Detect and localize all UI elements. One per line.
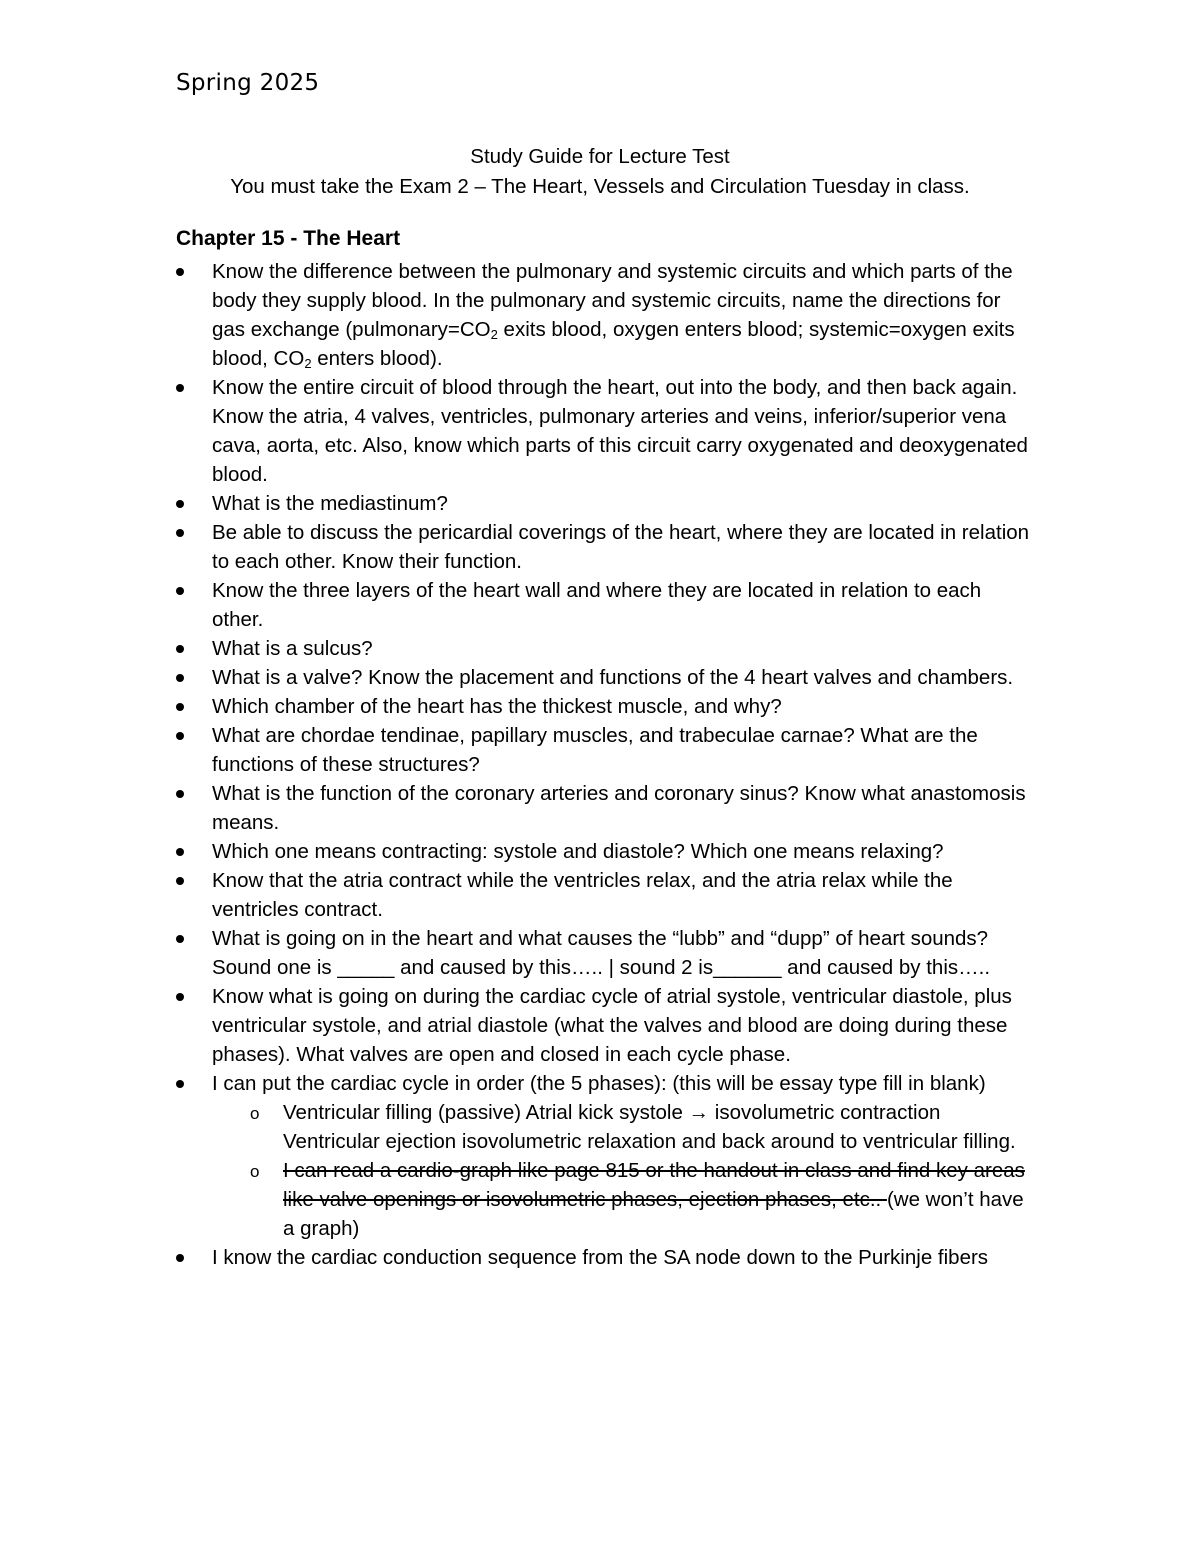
bullet-icon: [176, 645, 184, 653]
item-text-part: exits blood, oxygen enters blood; systemic=oxygen exits blood, CO: [212, 318, 1015, 370]
item-text: What is a valve? Know the placement and functions of the 4 heart valves and chambers.: [212, 666, 1014, 689]
list-item: [176, 982, 1036, 1069]
bullet-icon: [176, 732, 184, 740]
item-text: What are chordae tendinae, papillary muscles, and trabeculae carnae? What are the functions of these structures?: [212, 724, 978, 776]
item-text: What is the mediastinum?: [212, 492, 448, 515]
item-text: Know what is going on during the cardiac cycle of atrial systole, ventricular diastole, plus ventricular systole, and atrial diastole (what the valves and blood are doing during these phases). What valves are open and closed in each cycle phase.: [212, 985, 1012, 1066]
bullet-icon: [176, 384, 184, 392]
item-text: Know that the atria contract while the ventricles relax, and the atria relax while the ventricles contract.: [212, 869, 953, 921]
subscript: 2: [304, 356, 312, 371]
bullet-list: [176, 257, 1036, 1272]
list-item: [176, 373, 1036, 489]
bullet-icon: [176, 268, 184, 276]
bullet-icon: [176, 674, 184, 682]
semester-label: Spring 2025: [176, 70, 320, 96]
list-item: [176, 837, 1036, 866]
document-title: Study Guide for Lecture Test: [470, 145, 730, 168]
list-item: [176, 779, 1036, 837]
bullet-icon: [176, 1254, 184, 1262]
chapter-heading: Chapter 15 - The Heart: [176, 227, 401, 250]
sub-list-item: [212, 1098, 1036, 1156]
bullet-icon: [176, 529, 184, 537]
bullet-icon: [176, 703, 184, 711]
list-item: [176, 257, 1036, 373]
item-text-part: Know the difference between the pulmonary and systemic circuits and which parts of the body they supply blood. In the pulmonary and systemic circuits, name the directions for gas exchange (pulmonary=CO: [212, 260, 1013, 341]
list-item: [176, 1069, 1036, 1243]
item-text: What is a sulcus?: [212, 637, 373, 660]
struck-through-text: I can read a cardio-graph like page 815 or the handout in class and find key areas like valve openings or isovolumetric phases, ejection phases, etc..: [283, 1159, 1025, 1211]
title-block: [0, 142, 1200, 202]
item-text: I can put the cardiac cycle in order (the 5 phases): (this will be essay type fill in blank): [212, 1072, 986, 1095]
item-text: Which chamber of the heart has the thickest muscle, and why?: [212, 695, 782, 718]
list-item: [176, 634, 1036, 663]
bullet-icon: [176, 993, 184, 1001]
item-text: I know the cardiac conduction sequence from the SA node down to the Purkinje fibers: [212, 1246, 989, 1269]
bullet-icon: [176, 587, 184, 595]
bullet-icon: [176, 848, 184, 856]
list-item: [176, 576, 1036, 634]
list-item: [176, 924, 1036, 982]
item-text-part: enters blood).: [311, 347, 443, 370]
list-item: [176, 866, 1036, 924]
bullet-icon: [176, 877, 184, 885]
item-text: What is going on in the heart and what causes the “lubb” and “dupp” of heart sounds? Sound one is _____ and caused by this….. | sound 2 is______ and caused by this…..: [212, 927, 991, 979]
list-item: [176, 1243, 1036, 1272]
list-item: [176, 663, 1036, 692]
bullet-icon: [176, 500, 184, 508]
circle-bullet-icon: o: [250, 1162, 260, 1181]
item-text: Which one means contracting: systole and diastole? Which one means relaxing?: [212, 840, 944, 863]
sub-item-text: Ventricular filling (passive) Atrial kick systole → isovolumetric contraction Ventricular ejection isovolumetric relaxation and back around to ventricular filling.: [283, 1101, 1016, 1153]
sub-item-text: (we won’t have a graph): [283, 1188, 1024, 1240]
item-text: Know the entire circuit of blood through the heart, out into the body, and then back again. Know the atria, 4 valves, ventricles, pulmonary arteries and veins, inferior/superior vena cava, aorta, etc. Also, know which parts of this circuit carry oxygenated and deoxygenated blood.: [212, 376, 1028, 486]
bullet-icon: [176, 790, 184, 798]
item-text: Be able to discuss the pericardial coverings of the heart, where they are located in relation to each other. Know their function.: [212, 521, 1030, 573]
sub-list: [212, 1098, 1036, 1243]
document-subtitle: You must take the Exam 2 – The Heart, Vessels and Circulation Tuesday in class.: [230, 175, 970, 198]
bullet-icon: [176, 935, 184, 943]
list-item: [176, 692, 1036, 721]
list-item: [176, 721, 1036, 779]
circle-bullet-icon: o: [250, 1104, 260, 1123]
list-item: [176, 518, 1036, 576]
list-item: [176, 489, 1036, 518]
subscript: 2: [490, 327, 498, 342]
item-text: Know the three layers of the heart wall and where they are located in relation to each other.: [212, 579, 982, 631]
item-text: What is the function of the coronary arteries and coronary sinus? Know what anastomosis means.: [212, 782, 1026, 834]
sub-list-item: [212, 1156, 1036, 1243]
bullet-icon: [176, 1080, 184, 1088]
